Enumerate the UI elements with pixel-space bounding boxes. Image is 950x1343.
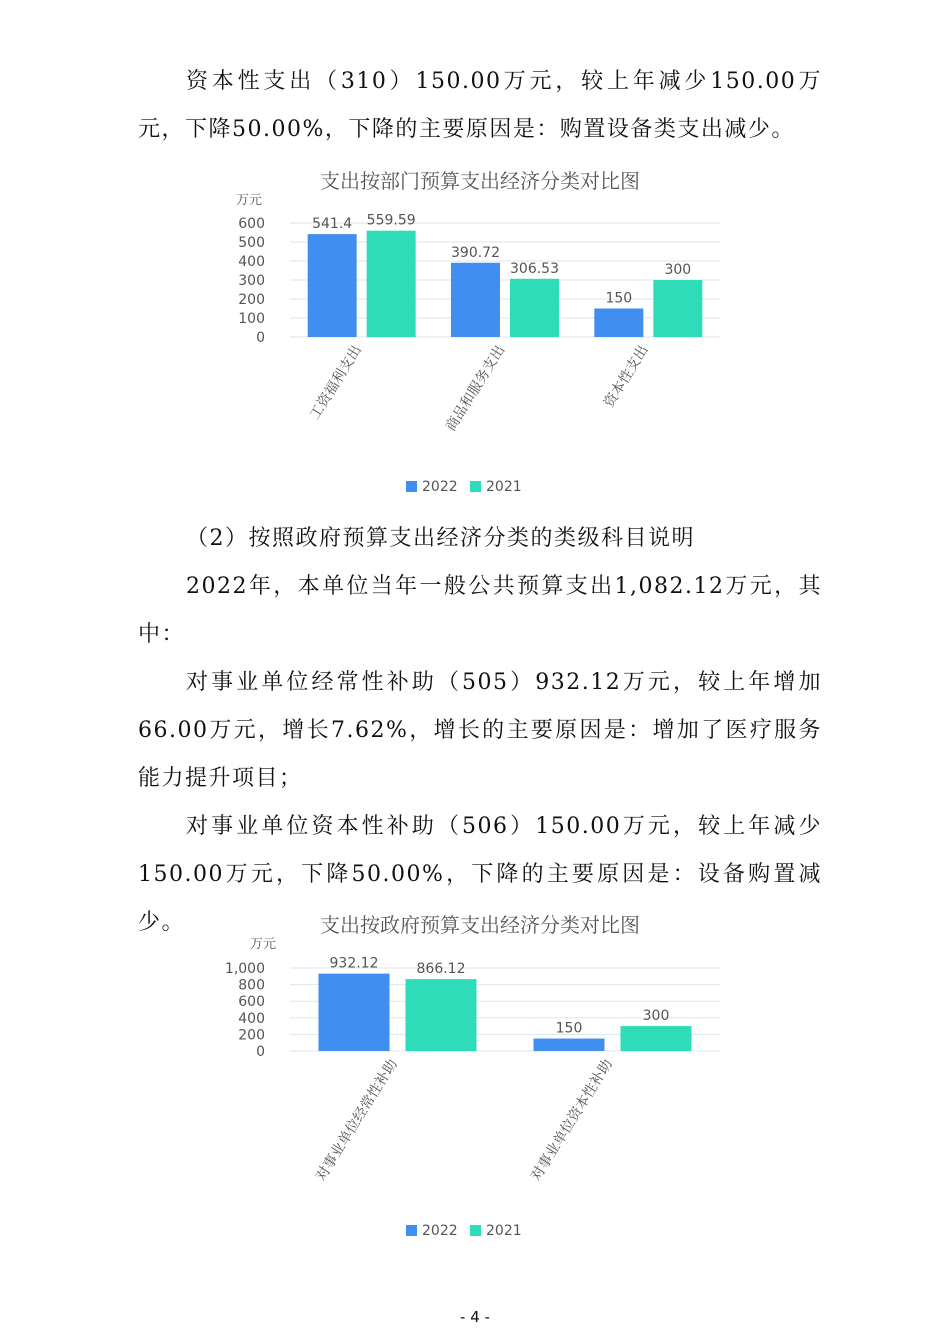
bar-2022 (594, 309, 643, 338)
legend-label: 2022 (422, 479, 458, 495)
y-tick-label: 100 (238, 311, 265, 327)
y-tick-label: 600 (238, 994, 265, 1011)
bar-2022 (308, 234, 357, 337)
y-tick-label: 0 (256, 330, 265, 346)
paragraph-capital-subsidy: 对事业单位资本性补助（506）150.00万元，较上年减少150.00万元，下降50.00%，下降的主要原因是：设备购置减少。 (138, 814, 822, 935)
chart-title: 支出按部门预算支出经济分类对比图 (320, 169, 640, 193)
y-tick-label: 800 (238, 977, 265, 994)
chart-government-budget-svg (190, 906, 750, 1256)
bar-2021 (653, 280, 702, 337)
bar-2021 (621, 1026, 692, 1051)
bar-value-label: 300 (664, 262, 692, 278)
bar-2022 (451, 263, 500, 337)
category-label: 资本性支出 (601, 342, 652, 411)
bar-value-label: 300 (642, 1008, 670, 1025)
bar-2022 (534, 1039, 605, 1051)
legend-swatch-2021 (470, 481, 481, 492)
y-tick-label: 200 (238, 1027, 265, 1044)
y-tick-label: 500 (238, 235, 265, 251)
chart-government-budget (190, 906, 750, 1256)
bar-value-label: 559.59 (366, 212, 416, 229)
bar-2022 (319, 974, 390, 1051)
legend-swatch-2022 (406, 1225, 417, 1236)
legend-label: 2021 (486, 1223, 522, 1239)
bar-2021 (367, 231, 416, 337)
legend-swatch-2021 (470, 1225, 481, 1236)
bar-value-label: 541.4 (312, 216, 353, 233)
bar-value-label: 932.12 (329, 955, 379, 972)
legend-swatch-2022 (406, 481, 417, 492)
bar-2021 (406, 979, 477, 1051)
legend-label: 2022 (422, 1223, 458, 1239)
bar-value-label: 150 (555, 1020, 583, 1037)
bar-value-label: 866.12 (416, 961, 466, 978)
y-tick-label: 1,000 (224, 961, 265, 977)
chart-unit: 万元 (249, 937, 277, 952)
category-label: 对事业单位经常性补助 (313, 1056, 401, 1184)
chart-department-budget-svg (190, 162, 750, 512)
y-tick-label: 400 (238, 254, 265, 270)
y-tick-label: 0 (256, 1044, 265, 1060)
page-number: - 4 - (460, 1308, 490, 1326)
chart-title: 支出按政府预算支出经济分类对比图 (320, 913, 640, 937)
paragraph-total-expenditure: 2022年，本单位当年一般公共预算支出1,082.12万元，其中： (138, 574, 822, 647)
bar-value-label: 306.53 (510, 260, 559, 277)
bar-2021 (510, 279, 559, 337)
category-label: 工资福利支出 (306, 342, 366, 423)
y-tick-label: 400 (238, 1010, 265, 1027)
y-tick-label: 600 (238, 216, 265, 232)
category-label: 对事业单位资本性补助 (528, 1056, 616, 1184)
paragraph-section-heading: （2）按照政府预算支出经济分类的类级科目说明 (186, 526, 695, 551)
paragraph-recurring-subsidy: 对事业单位经常性补助（505）932.12万元，较上年增加66.00万元，增长7.62%，增长的主要原因是：增加了医疗服务能力提升项目； (138, 670, 822, 791)
chart-department-budget (190, 162, 750, 512)
category-label: 商品和服务支出 (442, 342, 509, 435)
paragraph-capital-expenditure: 资本性支出（310）150.00万元，较上年减少150.00万元，下降50.00%，下降的主要原因是：购置设备类支出减少。 (138, 69, 822, 142)
y-tick-label: 200 (238, 292, 265, 308)
bar-value-label: 150 (605, 290, 633, 307)
legend-label: 2021 (486, 479, 522, 495)
chart-unit: 万元 (235, 193, 263, 208)
bar-value-label: 390.72 (451, 244, 500, 261)
y-tick-label: 300 (238, 273, 265, 289)
